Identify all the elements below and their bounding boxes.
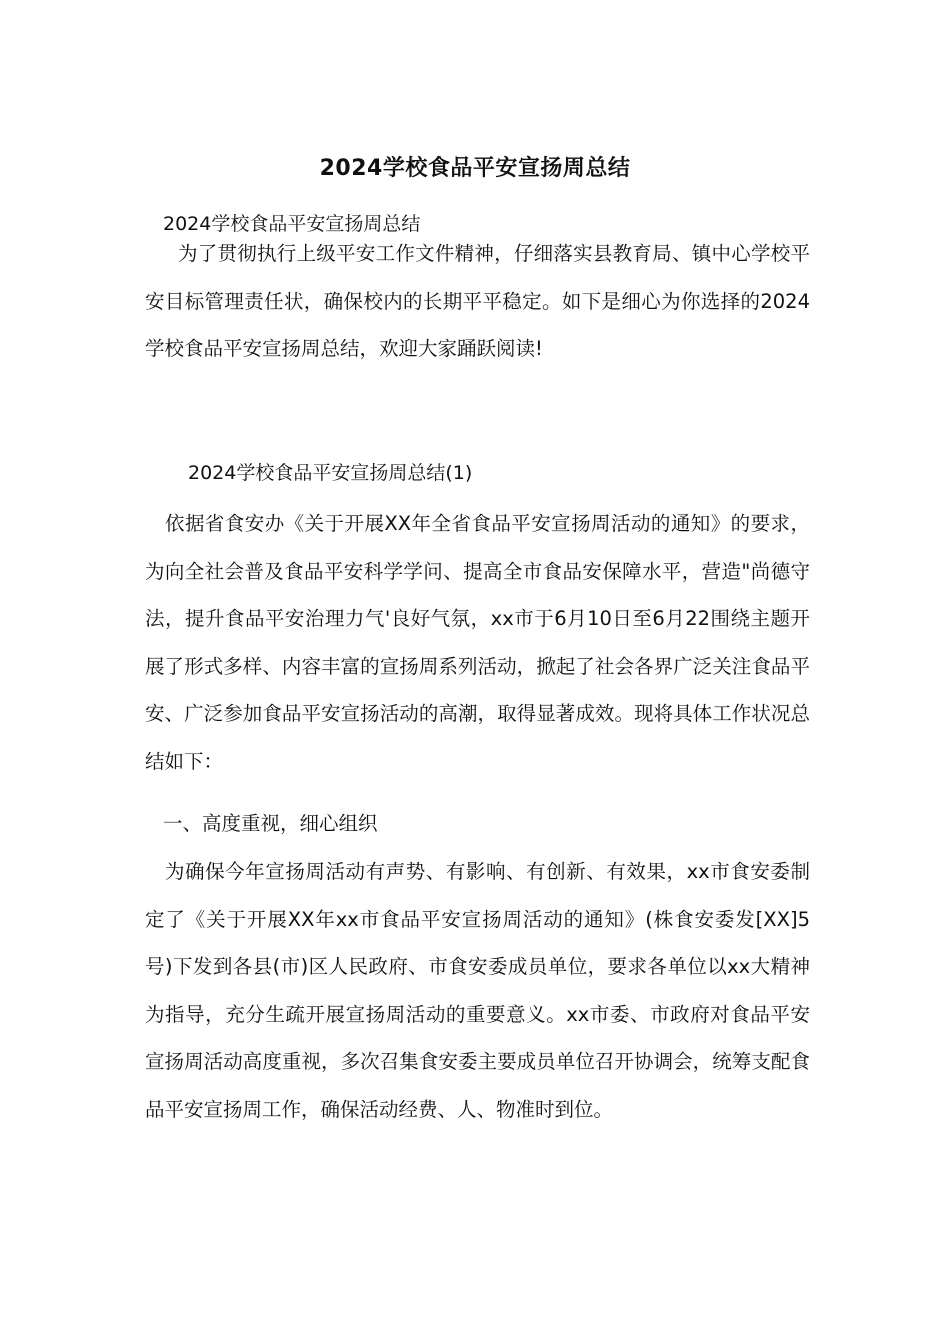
document-title: 2024学校食品平安宣扬周总结 [319, 156, 631, 181]
body-paragraph-1: 依据省食安办《关于开展XX年全省食品平安宣扬周活动的通知》的要求，为向全社会普及食品平安科学学问、提高全市食品安保障水平，营造"尚德守法，提升食品平安治理力气'良好气氛，xx市于6月10日至6月22围绕主题开展了形式多样、内容丰富的宣扬周系列活动，掀起了社会各界广泛关注食品平安、广泛参加食品平安宣扬活动的高潮，取得显著成效。现将具体工作状况总结如下： [145, 512, 810, 773]
document-subtitle: 2024学校食品平安宣扬周总结 [163, 213, 421, 235]
section-title: 2024学校食品平安宣扬周总结(1) [188, 462, 473, 484]
intro-paragraph: 为了贯彻执行上级平安工作文件精神，仔细落实县教育局、镇中心学校平安目标管理责任状，确保校内的长期平平稳定。如下是细心为你选择的2024学校食品平安宣扬周总结，欢迎大家踊跃阅读! [145, 242, 810, 360]
heading-one: 一、高度重视，细心组织 [163, 812, 378, 835]
body-paragraph-2: 为确保今年宣扬周活动有声势、有影响、有创新、有效果，xx市食安委制定了《关于开展XX年xx市食品平安宣扬周活动的通知》(株食安委发[XX]5号)下发到各县(市)区人民政府、市食安委成员单位，要求各单位以xx大精神为指导，充分生疏开展宣扬周活动的重要意义。xx市委、市政府对食品平安宣扬周活动高度重视，多次召集食安委主要成员单位召开协调会，统筹支配食品平安宣扬周工作，确保活动经费、人、物准时到位。 [145, 860, 810, 1121]
